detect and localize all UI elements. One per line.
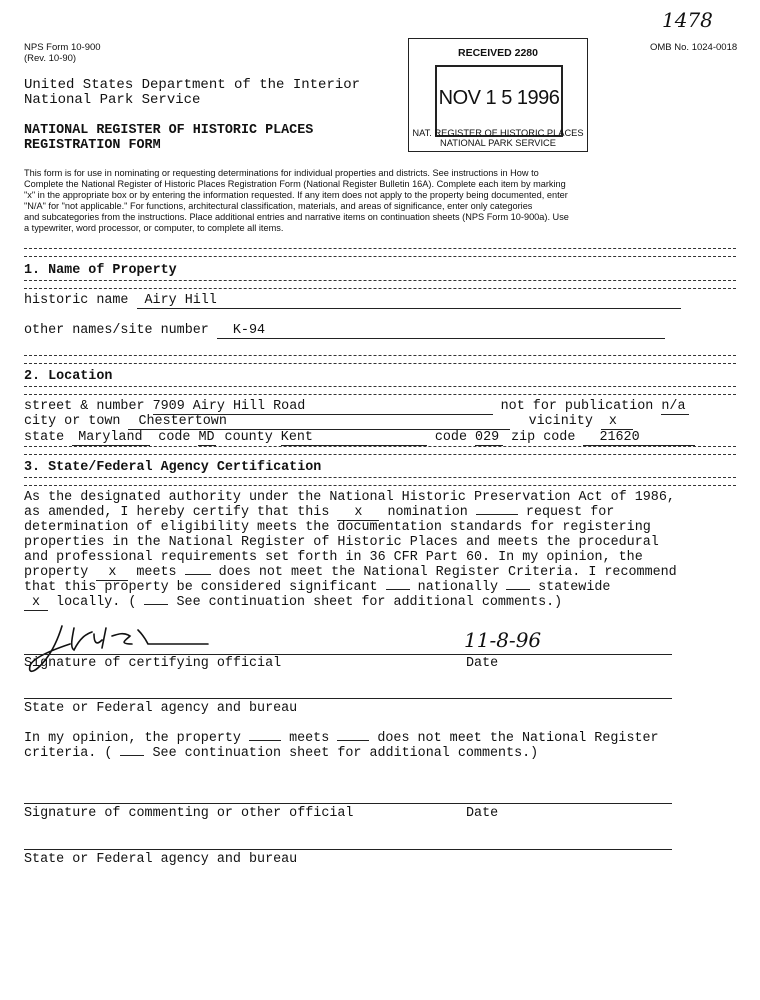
date-label: Date xyxy=(466,656,499,671)
instructions-line-5: and subcategories from the instructions. Place additional entries and narrative items on continuation sheets (NPS Form 10-900a). Use xyxy=(24,212,569,222)
form-title-line1: NATIONAL REGISTER OF HISTORIC PLACES xyxy=(24,123,314,138)
stamp-received: RECEIVED 2280 xyxy=(458,47,538,59)
certification-line-3: determination of eligibility meets the documentation standards for registering xyxy=(24,520,651,535)
received-stamp xyxy=(408,38,588,152)
city-row xyxy=(24,414,633,430)
does-not-meet-label: does not meet the National Register Criteria. I recommend xyxy=(218,565,677,580)
opinion-does-not-meet-mark[interactable] xyxy=(337,740,369,741)
continuation-mark[interactable] xyxy=(144,604,168,605)
street-field[interactable]: 7909 Airy Hill Road xyxy=(153,399,493,415)
county-code-field[interactable]: 029 xyxy=(475,430,503,446)
state-code-label: code xyxy=(158,430,191,445)
opinion-criteria-label: criteria. ( xyxy=(24,746,113,761)
separator xyxy=(24,248,736,257)
signature-date: 11-8-96 xyxy=(464,628,542,652)
opinion-text: In my opinion, the property xyxy=(24,731,241,746)
state-row xyxy=(24,430,695,446)
nationally-mark[interactable] xyxy=(386,589,410,590)
county-field[interactable]: Kent xyxy=(281,430,427,446)
form-revision: (Rev. 10-90) xyxy=(24,53,77,64)
stamp-date: NOV 1 5 1996 xyxy=(438,87,560,109)
bureau-label: State or Federal agency and bureau xyxy=(24,701,298,716)
continuation-label: See continuation sheet for additional comments.) xyxy=(176,595,563,610)
comment-signature-line xyxy=(24,803,672,804)
bureau2-line xyxy=(24,849,672,850)
comment-date-label: Date xyxy=(466,806,499,821)
county-code-label: code xyxy=(434,430,467,445)
city-field[interactable]: Chestertown xyxy=(128,414,510,430)
certification-line-1: As the designated authority under the National Historic Preservation Act of 1986, xyxy=(24,490,675,505)
separator xyxy=(24,355,736,364)
form-title-line2: REGISTRATION FORM xyxy=(24,138,161,153)
certification-line-6 xyxy=(24,565,677,581)
meets-mark[interactable]: x xyxy=(96,565,128,581)
comment-signature-label: Signature of commenting or other official xyxy=(24,806,354,821)
other-names-row xyxy=(24,323,665,339)
vicinity-label: vicinity xyxy=(528,414,593,429)
form-id: NPS Form 10-900 xyxy=(24,42,101,53)
statewide-label: statewide xyxy=(538,580,611,595)
opinion-does-not-meet-label: does not meet the National Register xyxy=(377,731,659,746)
omb-number: OMB No. 1024-0018 xyxy=(650,42,738,53)
section1-heading: 1. Name of Property xyxy=(24,263,177,278)
street-label: street & number xyxy=(24,399,145,414)
stamp-line1: NAT. REGISTER OF HISTORIC PLACES xyxy=(412,128,584,138)
nomination-mark[interactable]: x xyxy=(337,505,379,521)
instructions-line-3: "x" in the appropriate box or by entering the information requested. If any item does not apply to the property being documented, enter xyxy=(24,190,568,200)
signature-scrawl xyxy=(22,614,222,684)
opinion-line-1 xyxy=(24,731,659,746)
section2-heading: 2. Location xyxy=(24,369,113,384)
historic-name-row xyxy=(24,293,681,309)
opinion-continuation-mark[interactable] xyxy=(120,755,144,756)
zip-label: zip code xyxy=(511,430,576,445)
stamp-date-box xyxy=(435,65,563,137)
handwritten-number: 1478 xyxy=(662,8,713,32)
opinion-continuation-label: See continuation sheet for additional comments.) xyxy=(152,746,539,761)
instructions-line-6: a typewriter, word processor, or computer, to complete all items. xyxy=(24,223,284,233)
state-label: state xyxy=(24,430,65,445)
historic-name-field[interactable]: Airy Hill xyxy=(137,293,681,309)
state-code-field[interactable]: MD xyxy=(198,430,215,445)
zip-field[interactable]: 21620 xyxy=(583,430,695,446)
other-names-label: other names/site number xyxy=(24,323,209,338)
statewide-mark[interactable] xyxy=(506,589,530,590)
not-for-publication-label: not for publication xyxy=(500,399,654,414)
instructions-line-4: "N/A" for "not applicable." For functions, architectural classification, materials, and areas of significance, enter only categories xyxy=(24,201,533,211)
instructions-line-1: This form is for use in nominating or requesting determinations for individual properties and districts. See instructions in How to xyxy=(24,168,539,178)
bureau-line xyxy=(24,698,672,699)
street-row xyxy=(24,399,689,415)
property-label: property xyxy=(24,565,89,580)
section3-heading: 3. State/Federal Agency Certification xyxy=(24,460,322,475)
certification-line-2 xyxy=(24,505,614,521)
vicinity-field[interactable]: x xyxy=(601,414,633,430)
signature-label: Signature of certifying official xyxy=(24,656,282,671)
service-name: National Park Service xyxy=(24,92,201,108)
other-names-field[interactable]: K-94 xyxy=(217,323,665,339)
cert-text: as amended, I hereby certify that this xyxy=(24,505,330,520)
significant-label: that this property be considered significant xyxy=(24,580,378,595)
certification-line-4: properties in the National Register of Historic Places and meets the procedural xyxy=(24,535,659,550)
request-mark[interactable] xyxy=(476,514,518,515)
instructions-line-2: Complete the National Register of Historic Places Registration Form (National Register Bulletin 16A). Complete each item by marking xyxy=(24,179,566,189)
opinion-meets-mark[interactable] xyxy=(249,740,281,741)
bureau2-label: State or Federal agency and bureau xyxy=(24,852,298,867)
meets-label: meets xyxy=(136,565,177,580)
does-not-meet-mark[interactable] xyxy=(185,574,211,575)
separator xyxy=(24,386,736,395)
separator xyxy=(24,280,736,289)
nationally-label: nationally xyxy=(417,580,499,595)
certification-line-5: and professional requirements set forth in 36 CFR Part 60. In my opinion, the xyxy=(24,550,643,565)
locally-mark[interactable]: x xyxy=(24,595,48,611)
historic-name-label: historic name xyxy=(24,293,129,308)
state-field[interactable]: Maryland xyxy=(72,430,150,446)
stamp-line2: NATIONAL PARK SERVICE xyxy=(440,138,556,148)
request-label: request for xyxy=(525,505,615,520)
county-label: county xyxy=(224,430,273,445)
opinion-meets-label: meets xyxy=(289,731,330,746)
locally-label: locally. ( xyxy=(56,595,137,610)
certification-line-8 xyxy=(24,595,562,611)
opinion-line-2 xyxy=(24,746,538,761)
department-name: United States Department of the Interior xyxy=(24,77,361,93)
separator xyxy=(24,477,736,486)
separator xyxy=(24,446,736,455)
nomination-label: nomination xyxy=(387,505,468,520)
not-for-publication-field[interactable]: n/a xyxy=(661,399,689,415)
certification-line-7 xyxy=(24,580,610,595)
signature-line xyxy=(24,654,672,655)
city-label: city or town xyxy=(24,414,121,429)
